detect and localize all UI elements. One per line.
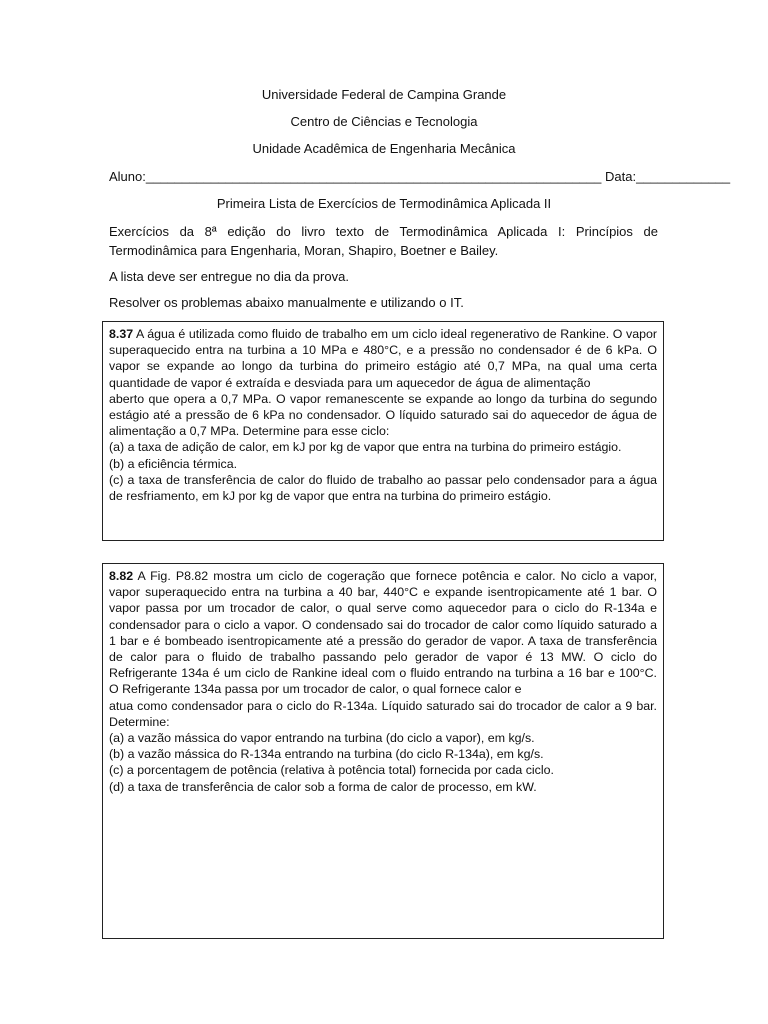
- problem-number: 8.82: [109, 569, 134, 583]
- problem-part-b: (b) a eficiência térmica.: [109, 456, 238, 471]
- problem-part-a: (a) a taxa de adição de calor, em kJ por kg de vapor que entra na turbina do primeiro estágio.: [109, 440, 622, 455]
- problem-8-82-statement: [109, 568, 657, 698]
- problem-part-c: (c) a taxa de transferência de calor do fluido de trabalho ao passar pelo condensador para a água de resfriamento, em kJ por kg de vapor que entra na turbina do primeiro estágio.: [109, 472, 657, 504]
- date-blank: _____________: [636, 169, 731, 184]
- problem-part-d: (d) a taxa de transferência de calor sob a forma de calor de processo, em kW.: [109, 779, 537, 794]
- problem-text: A Fig. P8.82 mostra um ciclo de cogeração que fornece potência e calor. No ciclo a vapor, vapor superaquecido entra na turbina a 40 bar, 440°C e expande isentropicamente até 1 bar. O vapor passa por um trocador de calor, o qual serve como aquecedor para o ciclo do R-134a e condensador para o ciclo a vapor. O condensado sai do trocador de calor como líquido saturado a 1 bar e é bombeado isentropicamente até a pressão do gerador de vapor. A taxa de transferência de calor para o fluido de trabalho passando pelo gerador de vapor é 13 MW. O ciclo do Refrigerante 134a é um ciclo de Rankine ideal com o fluido entrando na turbina a 16 bar e 100°C. O Refrigerante 134a passa por um trocador de calor, o qual fornece calor e: [109, 569, 657, 697]
- problem-text-cont: aberto que opera a 0,7 MPa. O vapor remanescente se expande ao longo da turbina do segundo estágio até a pressão de 6 kPa no condensador. O líquido saturado sai do aquecedor de água de alimentação a 0,7 MPa. Determine para esse ciclo:: [109, 391, 657, 439]
- problem-box-8-82: [102, 563, 664, 939]
- problem-box-8-37: [102, 321, 664, 541]
- center-name: Centro de Ciências e Tecnologia: [290, 114, 478, 129]
- list-title: Primeira Lista de Exercícios de Termodinâmica Aplicada II: [216, 196, 552, 211]
- intro-exercises: Exercícios da 8ª edição do livro texto de Termodinâmica Aplicada I: Princípios de Termodinâmica para Engenharia, Moran, Shapiro, Boetner e Bailey.: [109, 224, 658, 258]
- student-date-line: [109, 169, 731, 184]
- university-name: Universidade Federal de Campina Grande: [261, 87, 507, 102]
- problem-text-cont: atua como condensador para o ciclo do R-134a. Líquido saturado sai do trocador de calor a 9 bar. Determine:: [109, 698, 657, 729]
- problem-8-37-statement: [109, 326, 657, 391]
- intro-deadline: A lista deve ser entregue no dia da prova.: [109, 269, 349, 284]
- problem-text: A água é utilizada como fluido de trabalho em um ciclo ideal regenerativo de Rankine. O vapor superaquecido entra na turbina a 10 MPa e 480°C, e a pressão no condensador é de 6 kPa. O vapor se expande ao longo da turbina do primeiro estágio até 0,7 MPa, na qual uma certa quantidade de vapor é extraída e desviada para um aquecedor de água de alimentação: [109, 327, 657, 390]
- student-blank: _______________________________________________________________: [145, 169, 602, 184]
- intro-method: Resolver os problemas abaixo manualmente e utilizando o IT.: [109, 295, 464, 310]
- student-label: Aluno:: [109, 169, 146, 184]
- problem-part-a: (a) a vazão mássica do vapor entrando na turbina (do ciclo a vapor), em kg/s.: [109, 731, 535, 746]
- unit-name: Unidade Acadêmica de Engenharia Mecânica: [252, 141, 516, 156]
- problem-part-b: (b) a vazão mássica do R-134a entrando na turbina (do ciclo R-134a), em kg/s.: [109, 747, 544, 762]
- problem-part-c: (c) a porcentagem de potência (relativa à potência total) fornecida por cada ciclo.: [109, 763, 554, 778]
- problem-number: 8.37: [109, 327, 134, 341]
- date-label: Data:: [605, 169, 637, 184]
